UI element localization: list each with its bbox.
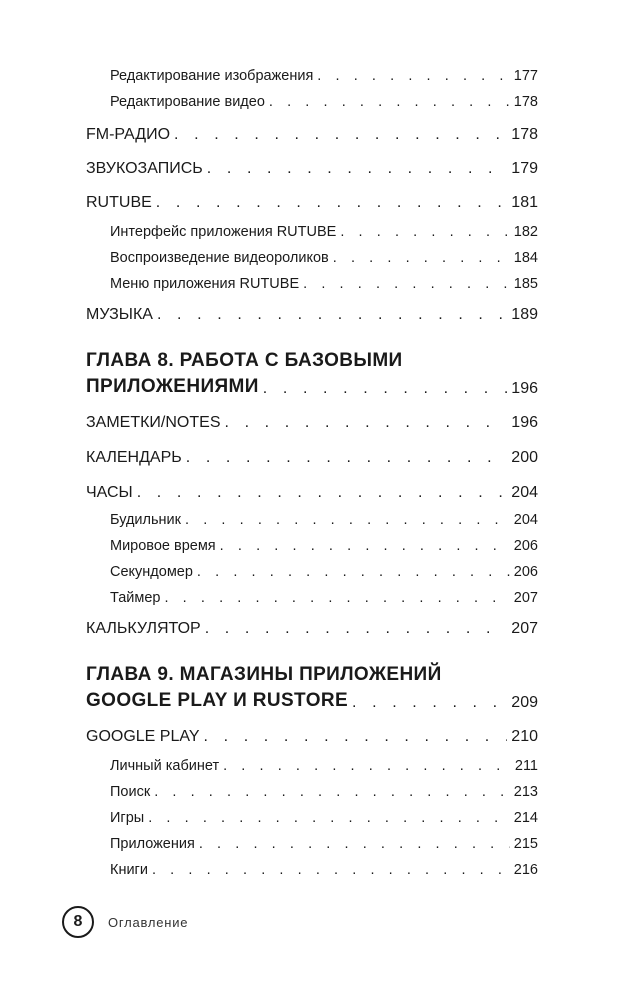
toc-entry	[86, 449, 538, 467]
toc-entry-page: 182	[513, 224, 538, 240]
leader-dots	[317, 68, 510, 84]
chapter-heading-entry	[86, 690, 538, 712]
toc-entry-page: 177	[513, 68, 538, 84]
toc-entry-page: 213	[513, 784, 538, 800]
leader-dots	[137, 484, 508, 502]
footer-section-title: Оглавление	[108, 914, 189, 930]
toc-entry-title: КАЛЬКУЛЯТОР	[86, 620, 201, 637]
toc-entry	[110, 276, 538, 292]
toc-entry	[86, 728, 538, 746]
chapter-heading-line: ПРИЛОЖЕНИЯМИ	[86, 376, 259, 397]
leader-dots	[174, 126, 507, 144]
toc-entry	[110, 862, 538, 878]
toc-entry-page: 211	[514, 758, 538, 774]
toc-entry-page: 181	[511, 194, 538, 211]
toc-entry-page: 209	[511, 694, 538, 711]
toc-entry-title: Игры	[110, 810, 145, 826]
toc-entry-title: Книги	[110, 862, 148, 878]
toc-entry-title: Интерфейс приложения RUTUBE	[110, 224, 337, 240]
toc-entry	[110, 250, 538, 266]
leader-dots	[152, 862, 510, 878]
toc-entry	[110, 68, 538, 84]
toc-entry-title: Секундомер	[110, 564, 193, 580]
leader-dots	[156, 194, 508, 212]
toc-entry	[110, 836, 538, 852]
leader-dots	[157, 306, 507, 324]
toc-entry-title: Меню приложения RUTUBE	[110, 276, 300, 292]
toc-entry	[110, 784, 538, 800]
leader-dots	[164, 590, 509, 606]
leader-dots	[185, 512, 510, 528]
toc-entry-page: 214	[513, 810, 538, 826]
toc-entry-title: Будильник	[110, 512, 181, 528]
toc-entry-page: 189	[511, 306, 538, 323]
toc-entry-title: Воспроизведение видеороликов	[110, 250, 329, 266]
toc-entry-title: FM-РАДИО	[86, 126, 171, 143]
toc-entry	[86, 620, 538, 638]
toc-entry	[110, 94, 538, 110]
toc-entry-title: КАЛЕНДАРЬ	[86, 449, 182, 466]
leader-dots	[197, 564, 510, 580]
toc-entry	[110, 564, 538, 580]
leader-dots	[204, 728, 508, 746]
toc-entry-title: Поиск	[110, 784, 151, 800]
toc-entry-page: 185	[513, 276, 538, 292]
toc-entry	[110, 758, 538, 774]
leader-dots	[352, 694, 507, 712]
toc-entry	[86, 126, 538, 144]
toc-entry-page: 200	[511, 449, 538, 466]
toc-entry-page: 215	[513, 836, 538, 852]
toc-entry-page: 184	[513, 250, 538, 266]
toc-entry-title: ЗВУКОЗАПИСЬ	[86, 160, 203, 177]
toc-entry-title: ЧАСЫ	[86, 484, 133, 501]
toc-entry-title: GOOGLE PLAY	[86, 728, 200, 745]
leader-dots	[207, 160, 508, 178]
toc-entry	[86, 306, 538, 324]
toc-entry-title: Таймер	[110, 590, 161, 606]
leader-dots	[225, 414, 508, 432]
toc-entry-page: 204	[513, 512, 538, 528]
toc-entry-page: 207	[513, 590, 538, 606]
leader-dots	[333, 250, 510, 266]
toc-entry	[86, 194, 538, 212]
leader-dots	[340, 224, 509, 240]
chapter-heading-entry	[86, 376, 538, 398]
toc-entry	[110, 538, 538, 554]
toc-entry-title: МУЗЫКА	[86, 306, 153, 323]
toc-entry-title: Приложения	[110, 836, 195, 852]
toc-entry	[110, 512, 538, 528]
toc-entry	[110, 810, 538, 826]
page-number-badge: 8	[62, 906, 94, 938]
toc-entry	[86, 414, 538, 432]
leader-dots	[269, 94, 510, 110]
toc-entry	[86, 160, 538, 178]
leader-dots	[205, 620, 508, 638]
page-footer	[62, 906, 188, 938]
toc-entry-page: 196	[511, 380, 538, 397]
toc-entry-page: 179	[511, 160, 538, 177]
toc-entry-title: Редактирование видео	[110, 94, 265, 110]
toc-entry-page: 178	[511, 126, 538, 143]
toc-entry-title: Мировое время	[110, 538, 216, 554]
toc-entry-page: 210	[511, 728, 538, 745]
leader-dots	[199, 836, 510, 852]
toc-entry	[110, 224, 538, 240]
toc-entry-page: 204	[511, 484, 538, 501]
toc-entry	[86, 484, 538, 502]
leader-dots	[263, 380, 508, 398]
leader-dots	[148, 810, 510, 826]
chapter-heading-line: GOOGLE PLAY И RUSTORE	[86, 690, 349, 711]
leader-dots	[223, 758, 511, 774]
toc-entry-title: Редактирование изображения	[110, 68, 314, 84]
toc-entry-page: 206	[513, 564, 538, 580]
toc-entry-title: Личный кабинет	[110, 758, 220, 774]
leader-dots	[220, 538, 510, 554]
toc-entry-page: 216	[513, 862, 538, 878]
leader-dots	[303, 276, 510, 292]
toc-entry	[110, 590, 538, 606]
chapter-heading-line: ГЛАВА 8. РАБОТА С БАЗОВЫМИ	[86, 350, 403, 371]
toc-entry-page: 206	[513, 538, 538, 554]
toc-entry-page: 178	[513, 94, 538, 110]
leader-dots	[186, 449, 508, 467]
toc-entry-title: RUTUBE	[86, 194, 152, 211]
toc-entry-title: ЗАМЕТКИ/NOTES	[86, 414, 221, 431]
chapter-heading-line: ГЛАВА 9. МАГАЗИНЫ ПРИЛОЖЕНИЙ	[86, 664, 442, 685]
leader-dots	[154, 784, 510, 800]
toc-entry-page: 207	[511, 620, 538, 637]
toc-entry-page: 196	[511, 414, 538, 431]
